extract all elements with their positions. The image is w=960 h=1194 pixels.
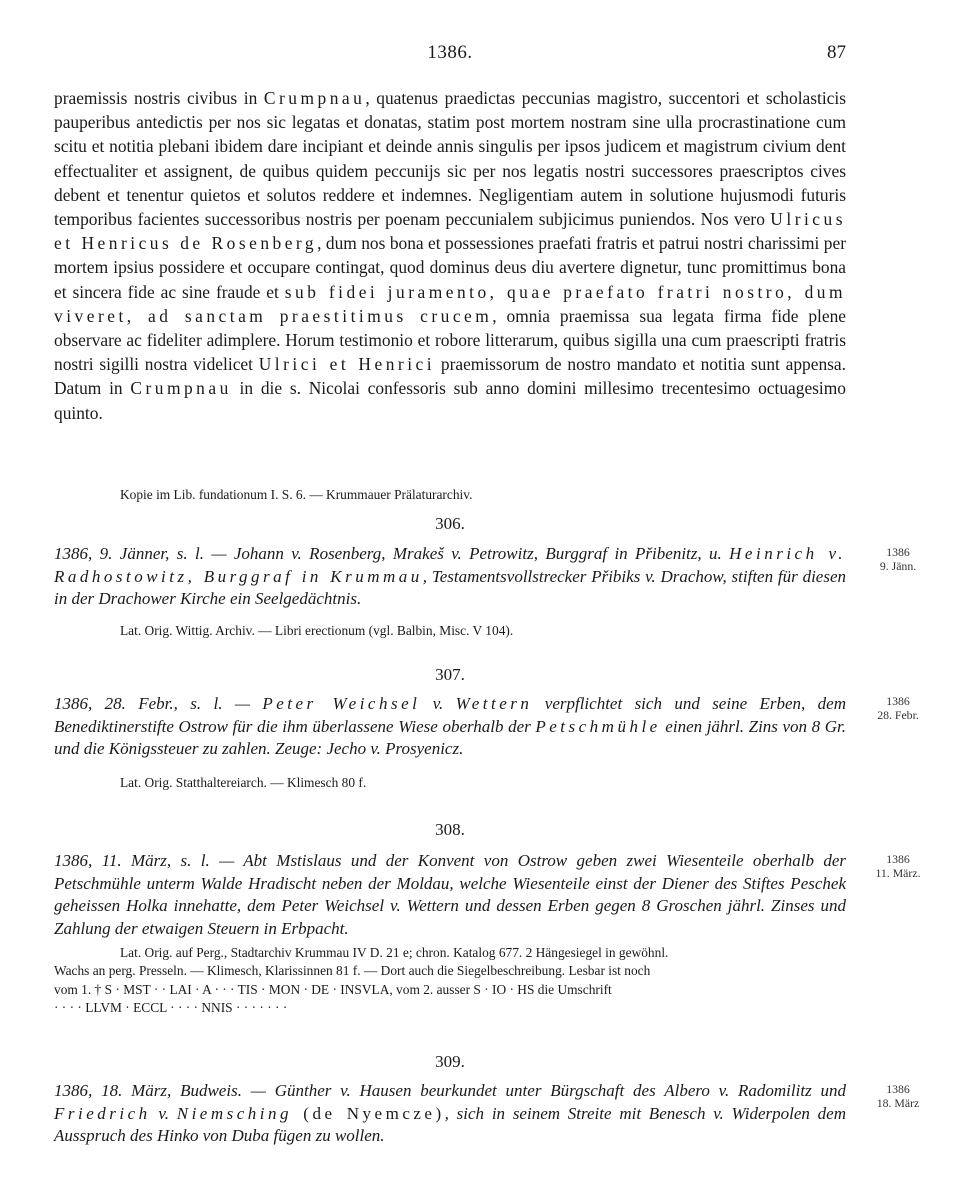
person-name: Friedrich bbox=[54, 1103, 151, 1123]
running-head bbox=[54, 42, 846, 66]
regest: 1386, 18. März, Budweis. — Günther v. Hausen beurkundet unter Bürgschaft des Albero v. Radomilitz und Friedrich v. Niemsching (de Nyemcze), sich in seinem Streite mit Benesch v. Widerpolen dem Ausspruch des Hinko von Duba fügen zu wollen. bbox=[54, 1081, 846, 1145]
place-name: Niemsching bbox=[176, 1103, 293, 1123]
place-name: Wettern bbox=[455, 694, 533, 713]
continuation-source: Kopie im Lib. fundationum I. S. 6. — Krummauer Prälaturarchiv. bbox=[120, 487, 473, 502]
source-line: Wachs an perg. Presseln. — Klimesch, Klarissinnen 81 f. — Dort auch die Siegelbeschreibung. Lesbar ist noch bbox=[54, 963, 651, 979]
source-line: · · · · LLVM · ECCL · · · · NNIS · · · · · · · bbox=[54, 1000, 288, 1016]
document-number: 307. bbox=[435, 665, 465, 684]
document-source: Lat. Orig. Wittig. Archiv. — Libri erectionum (vgl. Balbin, Misc. V 104). bbox=[120, 623, 514, 638]
continuation-paragraph: praemissis nostris civibus in Crumpnau, quatenus praedictas peccunias magistro, succentori et scholasticis pauperibus antedictis per nos sic legatas et donatas, statim post mortem nostram sine ulla procrastinatione cum scitu et notitia plebani ibidem dare incipiant et deinde annis singulis per ipsos judicem et magistrum civium dent effectualiter et assignent, de quibus quidem peccunijs sic per nos legatis nostri successores praescriptos cives debent et tenentur quietos et solutos reddere et indemnes. Negligentiam autem in solutione hujusmodi futuris temporibus facientes successoribus nostris per poenam peccunialem subjicimus puniendos. Nos vero Ulricus et Henricus de Rosenberg, dum nos bona et possessiones praefati fratris et patrui nostri charissimi per mortem ipsius possidere et occupare contingat, quod dominus deus diu avertere dignetur, tunc promittimus bona et sincera fide ac sine fraude et sub fidei juramento, quae praefato fratri nostro, dum viveret, ad sanctam praestitimus crucem, omnia praemissa sua legata firma fide plene observare ac fideliter adimplere. Horum testimonio et robore litterarum, quibus sigilla una cum praescripti fratris nostri sigilli nostra videlicet Ulrici et Henrici praemissorum de nostro mandato et notitia sunt appensa. Datum in Crumpnau in die s. Nicolai confessoris sub anno domini millesimo trecentesimo octuagesimo quinto. bbox=[54, 88, 847, 423]
person-names: Ulricus et Henricus de Rosenberg bbox=[54, 209, 846, 254]
place-name: Crumpnau bbox=[130, 378, 232, 399]
place-name: Crumpnau bbox=[263, 88, 366, 108]
source-line: vom 1. † S · MST · · LAI · A · · · TIS · MON · DE · INSVLA, vom 2. ausser S · IO · HS die Umschrift bbox=[54, 981, 612, 997]
page-number: 87 bbox=[827, 42, 846, 63]
source-line: Lat. Orig. auf Perg., Stadtarchiv Krummau IV D. 21 e; chron. Katalog 677. 2 Hängesiegel in gewöhnl. bbox=[120, 945, 669, 960]
place-name: Petschmühle bbox=[535, 716, 661, 736]
margin-date: 1386 9. Jänn. bbox=[879, 545, 917, 573]
spaced-phrase: sub fidei juramento, quae praefato fratri nostro, dum viveret, ad sanctam praestitimus crucem bbox=[54, 281, 846, 326]
document-number: 306. bbox=[435, 514, 465, 533]
page-year: 1386. bbox=[427, 42, 473, 63]
regest: 1386, 11. März, s. l. — Abt Mstislaus und der Konvent von Ostrow geben zwei Wiesenteile oberhalb der Petschmühle unterm Walde Hradischt neben der Moldau, welche Wiesenteile einst der Diener des Stiftes Peschek geheissen Holka innehatte, dem Peter Weichsel v. Wettern und dessen Erben gegen 8 Groschen jährl. Zinses und Zahlung der etwaigen Steuern in Erbpacht. bbox=[54, 851, 846, 938]
person-names: Ulrici et Henrici bbox=[258, 354, 436, 375]
regest: 1386, 9. Jänner, s. l. — Johann v. Rosenberg, Mrakeš v. Petrowitz, Burggraf in Přibenitz, u. Heinrich v. Radhostowitz, Burggraf in Krummau, Testamentsvollstrecker Přibiks v. Drachow, stiften für diesen in der Drachower Kirche ein Seelgedächtnis. bbox=[54, 544, 847, 608]
document-number: 308. bbox=[435, 820, 465, 839]
document-source bbox=[54, 944, 854, 1018]
spaced-phrase: Heinrich v. Radhostowitz, Burggraf in Krummau bbox=[54, 544, 847, 586]
document-number: 309. bbox=[435, 1052, 465, 1071]
margin-date: 1386 11. März. bbox=[875, 852, 921, 880]
margin-date: 1386 18. März bbox=[876, 1082, 920, 1110]
document-source: Lat. Orig. Statthaltereiarch. — Klimesch 80 f. bbox=[120, 775, 367, 790]
continuation-text bbox=[54, 86, 846, 425]
place-gloss: (de Nyemcze) bbox=[292, 1103, 445, 1123]
regest: 1386, 28. Febr., s. l. — Peter Weichsel v. Wettern verpflichtet sich und seine Erben, dem Benediktinerstifte Ostrow für die ihm überlassene Wiese oberhalb der Petschmühle einen jährl. Zins von 8 Gr. und die Königssteuer zu zahlen. Zeuge: Jecho v. Prosyenicz. bbox=[54, 694, 846, 758]
margin-date: 1386 28. Febr. bbox=[877, 694, 919, 722]
person-name: Peter Weichsel bbox=[262, 694, 421, 713]
